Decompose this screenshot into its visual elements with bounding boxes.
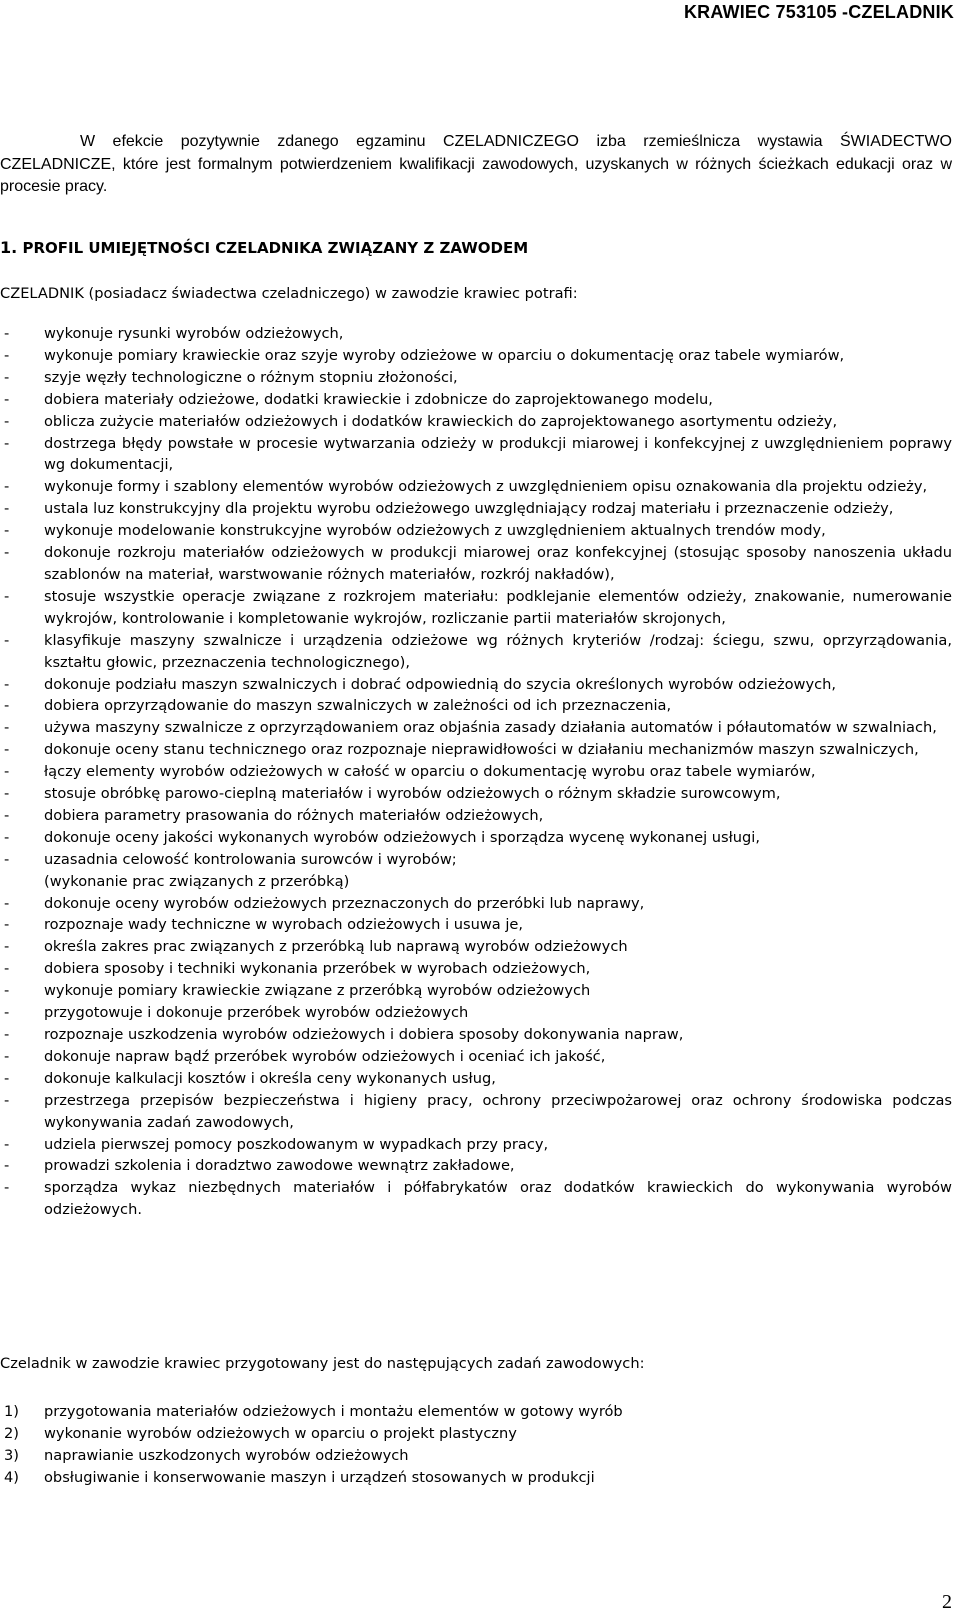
repair-skill-item bbox=[0, 1046, 952, 1068]
dash-marker: - bbox=[4, 1026, 10, 1043]
dash-marker: - bbox=[4, 916, 10, 934]
section-heading bbox=[0, 238, 528, 257]
skill-item bbox=[0, 783, 952, 805]
dash-marker: - bbox=[4, 434, 10, 452]
task-item bbox=[0, 1401, 623, 1423]
skill-text: dokonuje oceny wyrobów odzieżowych przeznaczonych do przeróbki lub naprawy, bbox=[44, 894, 645, 912]
skill-item bbox=[0, 739, 952, 761]
skill-item bbox=[0, 586, 952, 630]
dash-marker: - bbox=[4, 1004, 10, 1022]
skills-list bbox=[0, 323, 952, 1221]
skill-text: wykonuje modelowanie konstrukcyjne wyrobów odzieżowych z uwzględnieniem aktualnych trendów mody, bbox=[44, 522, 826, 540]
task-item bbox=[0, 1423, 623, 1445]
skill-text: wykonuje rysunki wyrobów odzieżowych, bbox=[44, 325, 344, 342]
skill-text: wykonuje pomiary krawieckie oraz szyje wyroby odzieżowe w oparciu o dokumentację oraz tabele wymiarów, bbox=[44, 346, 845, 364]
skill-text: stosuje wszystkie operacje związane z rozkrojem materiału: podklejanie elementów odzieży, znakowanie, numerowanie wykrojów, kontrolowanie i kompletowanie wykrojów, rozliczanie partii materiałów skrojonych, bbox=[44, 587, 952, 627]
skill-item bbox=[0, 345, 952, 367]
dash-marker: - bbox=[4, 631, 10, 649]
skill-item bbox=[0, 761, 952, 783]
task-text: obsługiwanie i konserwowanie maszyn i urządzeń stosowanych w produkcji bbox=[44, 1468, 595, 1486]
skill-text: przygotowuje i dokonuje przeróbek wyrobów odzieżowych bbox=[44, 1004, 469, 1022]
dash-marker: - bbox=[4, 828, 10, 846]
dash-marker: - bbox=[4, 960, 10, 978]
skill-text: stosuje obróbkę parowo-cieplną materiałów i wyrobów odzieżowych o różnym składzie surowcowym, bbox=[44, 785, 781, 803]
skill-text: dokonuje oceny jakości wykonanych wyrobów odzieżowych i sporządza wycenę wykonanej usługi, bbox=[44, 828, 760, 846]
task-number: 2) bbox=[4, 1424, 19, 1442]
repair-skill-item bbox=[0, 936, 952, 958]
dash-marker: - bbox=[4, 325, 10, 342]
dash-marker: - bbox=[4, 982, 10, 1000]
dash-marker: - bbox=[4, 850, 10, 868]
skill-text: używa maszyny szwalnicze z oprzyrządowaniem oraz objaśnia zasady działania automatów i półautomatów w szwalniach, bbox=[44, 719, 937, 737]
page-number: 2 bbox=[942, 1591, 952, 1613]
skill-item bbox=[0, 389, 952, 411]
skill-text: sporządza wykaz niezbędnych materiałów i półfabrykatów oraz dodatków krawieckich do wykonywania wyrobów odzieżowych. bbox=[44, 1179, 952, 1219]
dash-marker: - bbox=[4, 1135, 10, 1153]
task-item bbox=[0, 1467, 623, 1489]
repair-skill-item bbox=[0, 1090, 952, 1134]
skill-text: udziela pierwszej pomocy poszkodowanym w wypadkach przy pracy, bbox=[44, 1135, 549, 1153]
section-title: PROFIL UMIEJĘTNOŚCI CZELADNIKA ZWIĄZANY Z ZAWODEM bbox=[22, 239, 529, 257]
dash-marker: - bbox=[4, 675, 10, 693]
skill-item bbox=[0, 498, 952, 520]
tasks-lead-text: Czeladnik w zawodzie krawiec przygotowany jest do następujących zadań zawodowych: bbox=[0, 1355, 645, 1372]
repair-skill-item bbox=[0, 1134, 952, 1156]
skill-item bbox=[0, 367, 952, 389]
dash-marker: - bbox=[4, 587, 10, 605]
skill-text: przestrzega przepisów bezpieczeństwa i higieny pracy, ochrony przeciwpożarowej oraz ochrony środowiska podczas wykonywania zadań zawodowych, bbox=[44, 1091, 952, 1131]
dash-marker: - bbox=[4, 894, 10, 912]
skill-item bbox=[0, 476, 952, 498]
dash-marker: - bbox=[4, 544, 10, 562]
skill-text: dokonuje napraw bądź przeróbek wyrobów odzieżowych i oceniać ich jakość, bbox=[44, 1047, 606, 1065]
skill-item bbox=[0, 695, 952, 717]
skill-text: łączy elementy wyrobów odzieżowych w całość w oparciu o dokumentację wyrobu oraz tabele wymiarów, bbox=[44, 763, 816, 781]
dash-marker: - bbox=[4, 412, 10, 430]
dash-marker: - bbox=[4, 368, 10, 386]
section-number: 1. bbox=[0, 238, 18, 257]
skill-item bbox=[0, 717, 952, 739]
skill-item bbox=[0, 542, 952, 586]
dash-marker: - bbox=[4, 500, 10, 518]
skill-text: dokonuje oceny stanu technicznego oraz rozpoznaje nieprawidłowości w działaniu mechanizmów maszyn szwalniczych, bbox=[44, 741, 919, 759]
profile-lead-text: CZELADNIK (posiadacz świadectwa czeladniczego) w zawodzie krawiec potrafi: bbox=[0, 285, 578, 302]
skill-item bbox=[0, 849, 952, 871]
skill-text: uzasadnia celowość kontrolowania surowców i wyrobów; bbox=[44, 850, 457, 868]
repair-skill-item bbox=[0, 1024, 952, 1046]
document-header-title: KRAWIEC 753105 -CZELADNIK bbox=[683, 2, 954, 22]
skill-text: dokonuje kalkulacji kosztów i określa ceny wykonanych usług, bbox=[44, 1069, 496, 1087]
repair-skill-item bbox=[0, 980, 952, 1002]
skill-text: wykonuje pomiary krawieckie związane z przeróbką wyrobów odzieżowych bbox=[44, 982, 591, 1000]
dash-marker: - bbox=[4, 938, 10, 956]
task-number: 1) bbox=[4, 1403, 19, 1420]
skill-text: dokonuje podziału maszyn szwalniczych i dobrać odpowiednią do szycia określonych wyrobów odzieżowych, bbox=[44, 675, 837, 693]
task-item bbox=[0, 1445, 623, 1467]
task-number: 4) bbox=[4, 1468, 19, 1486]
skill-text: dobiera parametry prasowania do różnych materiałów odzieżowych, bbox=[44, 806, 544, 824]
repair-skill-item bbox=[0, 1155, 952, 1177]
skill-text: oblicza zużycie materiałów odzieżowych i dodatków krawieckich do zaprojektowanego asortymentu odzieży, bbox=[44, 412, 838, 430]
skill-item bbox=[0, 674, 952, 696]
dash-marker: - bbox=[4, 346, 10, 364]
dash-marker: - bbox=[4, 719, 10, 737]
repair-note: (wykonanie prac związanych z przeróbką) bbox=[44, 872, 350, 890]
dash-marker: - bbox=[4, 697, 10, 715]
repair-skill-item bbox=[0, 958, 952, 980]
repair-skill-item bbox=[0, 893, 952, 915]
repair-skill-item bbox=[0, 1177, 952, 1221]
repair-skill-item bbox=[0, 914, 952, 936]
task-text: przygotowania materiałów odzieżowych i montażu elementów w gotowy wyrób bbox=[44, 1403, 623, 1420]
dash-marker: - bbox=[4, 1047, 10, 1065]
repair-skill-item bbox=[0, 1002, 952, 1024]
skill-item bbox=[0, 827, 952, 849]
dash-marker: - bbox=[4, 478, 10, 496]
dash-marker: - bbox=[4, 390, 10, 408]
repair-skill-item bbox=[0, 1068, 952, 1090]
skill-item bbox=[0, 520, 952, 542]
skill-item bbox=[0, 805, 952, 827]
dash-marker: - bbox=[4, 1179, 10, 1197]
intro-paragraph: W efekcie pozytywnie zdanego egzaminu CZELADNICZEGO izba rzemieślnicza wystawia ŚWIADECTWO CZELADNICZE, które jest formalnym potwierdzeniem kwalifikacji zawodowych, uzyskanych w różnych ścieżkach edukacji oraz w procesie pracy. bbox=[0, 133, 952, 195]
skill-text: szyje węzły technologiczne o różnym stopniu złożoności, bbox=[44, 368, 458, 386]
tasks-list bbox=[0, 1401, 623, 1489]
dash-marker: - bbox=[4, 1157, 10, 1175]
skill-item bbox=[0, 630, 952, 674]
dash-marker: - bbox=[4, 522, 10, 540]
skill-text: prowadzi szkolenia i doradztwo zawodowe wewnątrz zakładowe, bbox=[44, 1157, 515, 1175]
skill-text: określa zakres prac związanych z przeróbką lub naprawą wyrobów odzieżowych bbox=[44, 938, 628, 956]
skill-text: dostrzega błędy powstałe w procesie wytwarzania odzieży w produkcji miarowej i konfekcyjnej z uwzględnieniem poprawy wg dokumentacji, bbox=[44, 434, 952, 474]
dash-marker: - bbox=[4, 741, 10, 759]
skill-text: dobiera oprzyrządowanie do maszyn szwalniczych w zależności od ich przeznaczenia, bbox=[44, 697, 672, 715]
dash-marker: - bbox=[4, 763, 10, 781]
skill-text: rozpoznaje wady techniczne w wyrobach odzieżowych i usuwa je, bbox=[44, 916, 524, 934]
skill-item bbox=[0, 323, 952, 345]
dash-marker: - bbox=[4, 1091, 10, 1109]
skill-text: dokonuje rozkroju materiałów odzieżowych w produkcji miarowej oraz konfekcyjnej (stosując sposoby nanoszenia układu szablonów na materiał, warstwowanie różnych materiałów, rozkrój nakładów), bbox=[44, 544, 952, 583]
skill-item bbox=[0, 433, 952, 477]
dash-marker: - bbox=[4, 1069, 10, 1087]
skill-text: rozpoznaje uszkodzenia wyrobów odzieżowych i dobiera sposoby dokonywania napraw, bbox=[44, 1026, 684, 1043]
dash-marker: - bbox=[4, 785, 10, 803]
skill-item bbox=[0, 411, 952, 433]
skill-text: dobiera sposoby i techniki wykonania przeróbek w wyrobach odzieżowych, bbox=[44, 960, 591, 978]
skill-text: dobiera materiały odzieżowe, dodatki krawieckie i zdobnicze do zaprojektowanego modelu, bbox=[44, 390, 713, 408]
task-text: naprawianie uszkodzonych wyrobów odzieżowych bbox=[44, 1446, 409, 1464]
task-text: wykonanie wyrobów odzieżowych w oparciu o projekt plastyczny bbox=[44, 1424, 517, 1442]
dash-marker: - bbox=[4, 806, 10, 824]
task-number: 3) bbox=[4, 1446, 19, 1464]
skill-text: ustala luz konstrukcyjny dla projektu wyrobu odzieżowego uwzględniający rodzaj materiału i przeznaczenie odzieży, bbox=[44, 500, 894, 518]
skill-text: wykonuje formy i szablony elementów wyrobów odzieżowych z uwzględnieniem opisu oznakowania dla projektu odzieży, bbox=[44, 478, 928, 496]
skill-text: klasyfikuje maszyny szwalnicze i urządzenia odzieżowe wg różnych kryteriów /rodzaj: ściegu, szwu, oprzyrządowania, kształtu głowic, przeznaczenia technologicznego), bbox=[44, 631, 952, 671]
